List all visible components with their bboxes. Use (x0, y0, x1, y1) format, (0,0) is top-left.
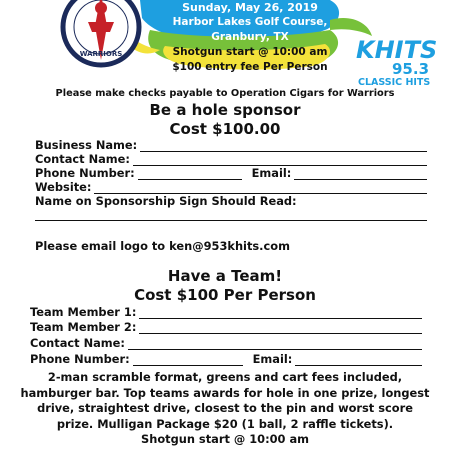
sponsor-contact-label: Contact Name: (35, 152, 130, 166)
team-member-2-row (30, 320, 422, 334)
team-member-1-label: Team Member 1: (30, 305, 137, 319)
team-contact-label: Contact Name: (30, 336, 125, 350)
sponsor-phone-field[interactable] (138, 169, 242, 180)
website-label: Website: (35, 180, 92, 194)
team-member-1-field[interactable] (139, 308, 422, 319)
event-shotgun-start: Shotgun start @ 10:00 am (172, 46, 328, 58)
business-name-row (35, 138, 427, 152)
sign-name-label: Name on Sponsorship Sign Should Read: (35, 194, 297, 208)
sponsor-cost: Cost $100.00 (169, 120, 281, 138)
event-banner (0, 0, 450, 88)
svg-text:KHITS: KHITS (356, 36, 438, 64)
team-phone-field[interactable] (133, 355, 243, 366)
svg-text:95.3: 95.3 (392, 60, 430, 78)
svg-text:CLASSIC HITS: CLASSIC HITS (358, 77, 431, 86)
sponsor-contact-row (35, 152, 427, 166)
team-email-label: Email: (252, 352, 293, 366)
footer-shotgun-start: Shotgun start @ 10:00 am (141, 432, 309, 446)
team-phone-label: Phone Number: (30, 352, 130, 366)
sponsor-phone-email-row (35, 166, 427, 180)
website-row (35, 180, 427, 194)
svg-text:WARRIORS: WARRIORS (79, 50, 123, 58)
sign-name-field[interactable] (35, 220, 427, 221)
logo-email-note: Please email logo to ken@953khits.com (35, 239, 290, 253)
team-member-1-row (30, 305, 422, 319)
tournament-description (18, 370, 432, 448)
business-name-field[interactable] (140, 141, 427, 152)
sponsor-phone-label: Phone Number: (35, 166, 135, 180)
team-phone-email-row (30, 352, 422, 366)
team-contact-field[interactable] (128, 339, 422, 350)
team-heading: Have a Team! (167, 267, 283, 285)
khits-radio-logo (352, 32, 442, 86)
event-details (150, 0, 350, 75)
team-contact-row (30, 336, 422, 350)
operation-cigars-logo (60, 0, 142, 68)
event-entry-fee: $100 entry fee Per Person (172, 61, 328, 73)
sponsor-contact-field[interactable] (133, 155, 427, 166)
format-description: 2-man scramble format, greens and cart fees included, hamburger bar. Top teams awards for hole in one prize, longest drive, straightest drive, closest to the pin and worst score prize. Mulligan Package $20 (1 ball, 2 raffle tickets). (20, 370, 430, 431)
team-email-field[interactable] (295, 355, 422, 366)
event-location: Harbor Lakes Golf Course, Granbury, TX (172, 16, 328, 43)
team-member-2-label: Team Member 2: (30, 320, 137, 334)
checks-payable-note: Please make checks payable to Operation Cigars for Warriors (55, 88, 395, 99)
team-cost: Cost $100 Per Person (134, 286, 316, 304)
team-member-2-field[interactable] (139, 323, 422, 334)
business-name-label: Business Name: (35, 138, 138, 152)
website-field[interactable] (94, 183, 427, 194)
event-date: Sunday, May 26, 2019 (182, 1, 318, 14)
sponsor-email-field[interactable] (294, 169, 427, 180)
sponsor-heading: Be a hole sponsor (149, 101, 301, 119)
sponsor-email-label: Email: (251, 166, 292, 180)
